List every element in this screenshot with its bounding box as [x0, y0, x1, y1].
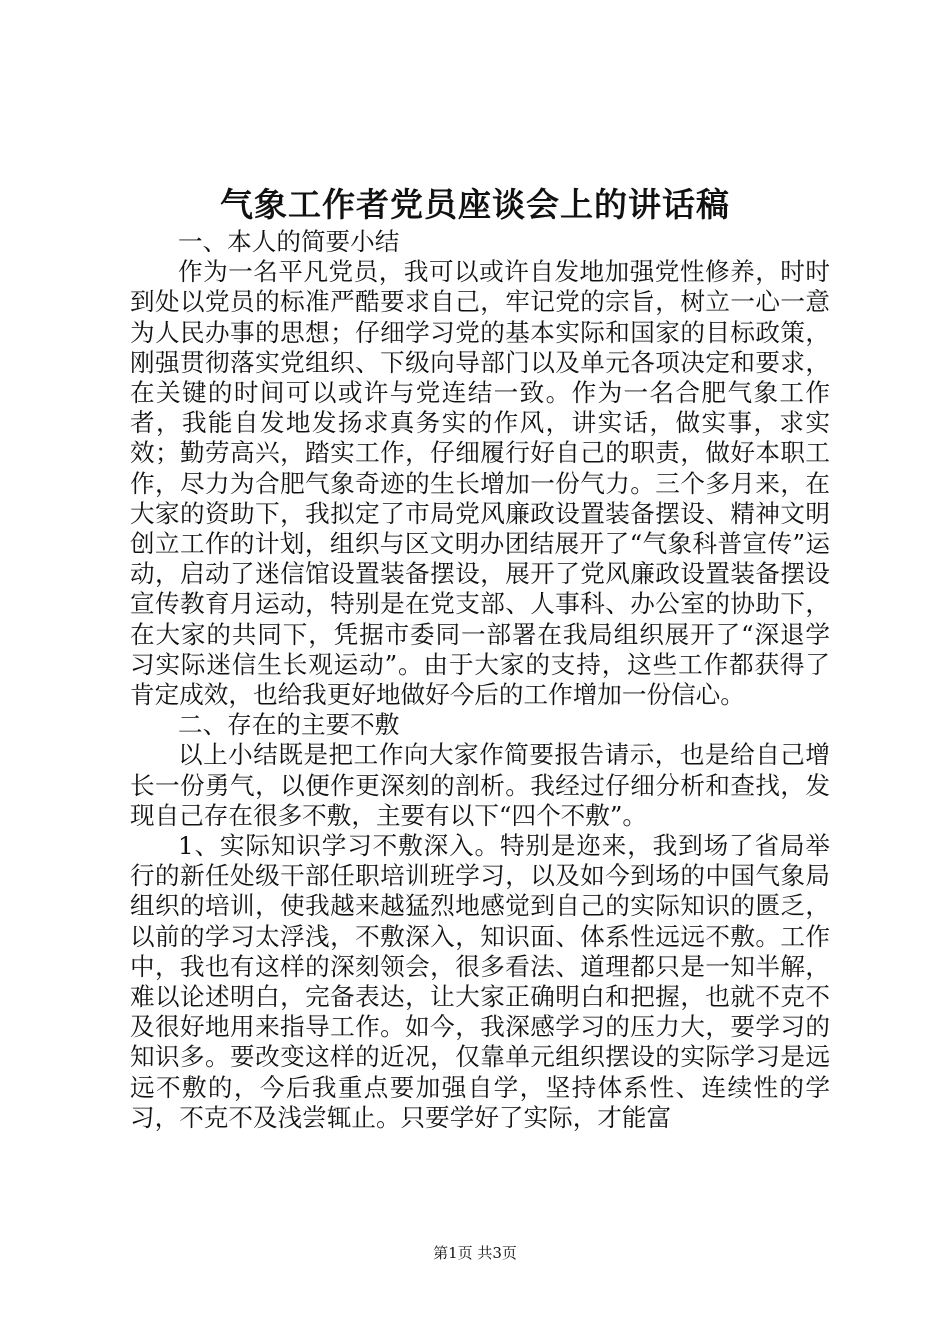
document-title: 气象工作者党员座谈会上的讲话稿	[220, 185, 730, 224]
paragraph-summary: 作为一名平凡党员，我可以或许自发地加强党性修养，时时到处以党员的标准严酷要求自己，牢记党的宗旨，树立一心一意为人民办事的思想；仔细学习党的基本实际和国家的目标政策，刚强贯彻落实党组织、下级向导部门以及单元各项决定和要求，在关键的时间可以或许与党连结一致。作为一名合肥气象工作者，我能自发地发扬求真务实的作风，讲实话，做实事，求实效；勤劳高兴，踏实工作，仔细履行好自己的职责，做好本职工作，尽力为合肥气象奇迹的生长增加一份气力。三个多月来，在大家的资助下，我拟定了市局党风廉政设置装备摆设、精神文明创立工作的计划，组织与区文明办团结展开了“气象科普宣传”运动，启动了迷信馆设置装备摆设，展开了党风廉政设置装备摆设宣传教育月运动，特别是在党支部、人事科、办公室的协助下，在大家的共同下，凭据市委同一部署在我局组织展开了“深退学习实际迷信生长观运动”。由于大家的支持，这些工作都获得了肯定成效，也给我更好地做好今后的工作增加一份信心。	[130, 257, 830, 710]
section-heading-shortcomings: 二、存在的主要不敷	[177, 710, 400, 740]
paragraph-shortcoming-1: 1、实际知识学习不敷深入。特别是迩来，我到场了省局举行的新任处级干部任职培训班学习，以及如今到场的中国气象局组织的培训，使我越来越猛烈地感觉到自己的实际知识的匮乏，以前的学习太浮浅，不敷深入，知识面、体系性远远不敷。工作中，我也有这样的深刻领会，很多看法、道理都只是一知半解，难以论述明白，完备表达，让大家正确明白和把握，也就不克不及很好地用来指导工作。如今，我深感学习的压力大，要学习的知识多。要改变这样的近况，仅靠单元组织摆设的实际学习是远远不敷的，今后我重点要加强自学，坚持体系性、连续性的学习，不克不及浅尝辄止。只要学好了实际，才能富	[130, 831, 830, 1132]
document-body	[130, 227, 830, 1133]
page-footer: 第1页 共3页	[433, 1244, 517, 1262]
section-heading-summary: 一、本人的简要小结	[177, 227, 400, 256]
paragraph-shortcomings-intro: 以上小结既是把工作向大家作简要报告请示，也是给自己增长一份勇气，以便作更深刻的剖析。我经过仔细分析和查找，发现自己存在很多不敷，主要有以下“四个不敷”。	[130, 740, 830, 830]
